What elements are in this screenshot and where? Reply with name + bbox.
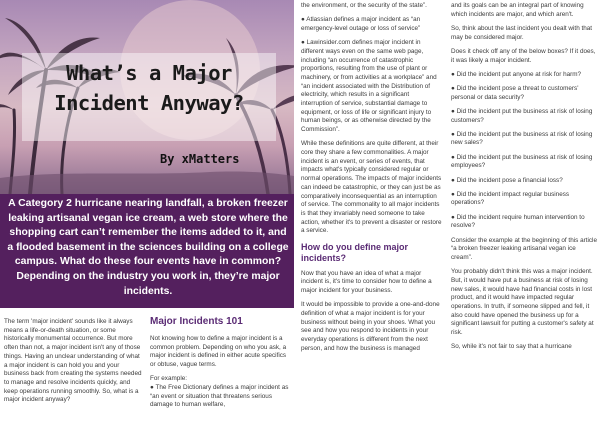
paragraph: Does it check off any of the below boxes? If it does, it was likely a major incident. [451, 47, 596, 64]
checklist-item: ● Did the incident impact regular business operations? [451, 190, 570, 207]
checklist-item: ● Did the incident put the business at risk of losing customers? [451, 107, 593, 124]
paragraph: You probably didn't think this was a major incident. But, it would have put a business at risk of losing new sales, it would have had financial costs in lost product, and it would have impacted regular operations. In truth, if someone slipped and fell, it also could have opened the business up for a significant lawsuit for putting a customer's safety at risk. [451, 268, 594, 337]
checklist-item: ● Did the incident put the business at risk of losing employees? [451, 153, 593, 170]
paragraph: So, think about the last incident you dealt with that may be considered major. [451, 24, 593, 41]
column-3 [301, 2, 442, 353]
definition-atlassian: ● Atlassian defines a major incident as “an emergency-level outage or loss of service” [301, 16, 421, 32]
intro-paragraph: The term 'major incident' sounds like it always means a life-or-death situation, or some historically monumental occurrence. But more often than not, a major incident isn't any of those things. Having an unclear understanding of what a major incident is can hold you and your business back from creating the systems needed to manage and resolve incidents quickly, and keep operations running smoothly. So, what is a major incident anyway? [4, 318, 142, 404]
paragraph: It would be impossible to provide a one-and-done definition of what a major incident is for your business without being in your shoes. What you see and how you respond to incidents in your everyday operations is different from the next person, and how the business is managed [301, 301, 440, 352]
paragraph: Not knowing how to define a major incident is a common problem. Depending on who you ask, a major incident is defined in either acute specifics or obtuse, vague terms. [150, 335, 287, 369]
checklist-item: ● Did the incident pose a financial loss? [451, 176, 563, 184]
hero-title-line-1: What’s a Major [66, 61, 232, 85]
checklist-item: ● Did the incident put anyone at risk for harm? [451, 70, 582, 78]
section-heading-define-major-incidents: How do you define major incidents? [301, 241, 409, 263]
paragraph: the environment, or the security of the state”. [301, 2, 427, 9]
paragraph: So, while it's not fair to say that a hurricane [451, 343, 572, 351]
definition-lawinsider: ● Lawinsider.com defines major incident in different ways even on the same web page, including “an occurrence of catastrophic proportions, resulting from the use of plant or machinery, or from activities at a workplace” and “an incident associated with the Distribution of electricity, which results in a significant interruption of service, substantial damage to equipment, or loss of life or significant injury to human beings, or as otherwise directed by the Commission”. [301, 39, 437, 134]
banner-text: A Category 2 hurricane nearing landfall, a broken freezer leaking artisanal vegan ice cream, a web store where the shopping cart can’t remember the items added to it, and a flooded basement in the sciences building on a college campus. What do these four events have in common? Depending on the industry you work in, they’re major incidents. [7, 198, 289, 297]
checklist-item: ● Did the incident put the business at risk of losing new sales? [451, 130, 593, 147]
column-1 [4, 318, 142, 405]
checklist-item: ● Did the incident require human intervention to resolve? [451, 213, 585, 230]
paragraph: For example: [150, 375, 188, 383]
column-4 [451, 2, 597, 352]
paragraph: Now that you have an idea of what a major incident is, it's time to consider how to define a major incident for your business. [301, 269, 432, 294]
column-2 [150, 316, 293, 410]
paragraph: and its goals can be an integral part of knowing which incidents are major, and which aren't. [451, 2, 584, 18]
paragraph: While these definitions are quite different, at their core they share a few commonalities. A major incident is an event, or series of events, that impacts what's typically considered regular or normal operations. The impacts of major incidents can indeed be catastrophic, or they can just be as comparatively inconsequential as an interruption of service. The commonality to all major incidents is that they invariably need someone to take action, whether it's to prevent a disaster or restore a service. [301, 140, 442, 235]
checklist-item: ● Did the incident pose a threat to customers' personal or data security? [451, 84, 579, 101]
hero-title [22, 58, 276, 118]
byline: By xMatters [160, 152, 240, 166]
section-heading-major-incidents-101: Major Incidents 101 [150, 316, 243, 327]
paragraph: Consider the example at the beginning of this article “a broken freezer leaking artisanal vegan ice cream”. [451, 236, 597, 261]
hero-title-line-2: Incident Anyway? [54, 91, 244, 115]
definition-free-dictionary: ● The Free Dictionary defines a major incident as “an event or situation that threatens serious damage to human welfare, [150, 384, 289, 409]
